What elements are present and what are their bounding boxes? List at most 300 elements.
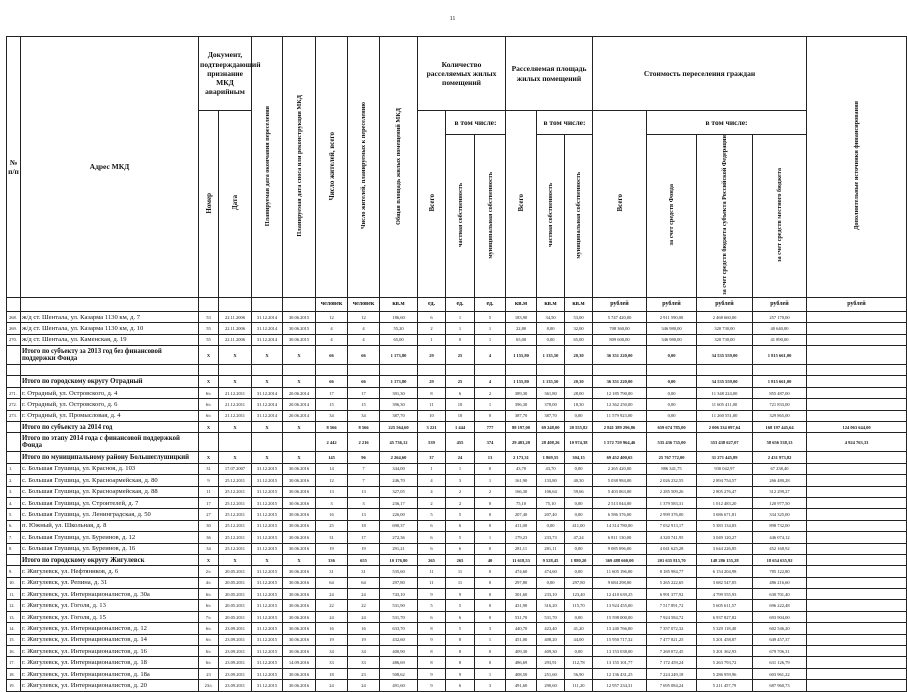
value-cell: 133,80: [537, 475, 565, 486]
area-incl-header: в том числе:: [537, 111, 593, 135]
value-cell: [283, 365, 316, 376]
value-cell: 30.06.2016: [283, 497, 316, 508]
value-cell: 36 351 220,00: [593, 346, 647, 365]
value-cell: 4 041 625,28: [647, 543, 697, 554]
value-cell: 265: [418, 554, 446, 565]
doc-date-header: Дата: [219, 111, 252, 298]
value-cell: [807, 520, 907, 531]
row-number: 269.: [7, 323, 21, 334]
value-cell: 0,00: [565, 410, 593, 421]
row-number: 15.: [7, 634, 21, 645]
value-cell: X: [252, 346, 283, 365]
value-cell: 22.11.2006: [219, 334, 252, 345]
value-cell: 17: [348, 387, 380, 398]
value-cell: 28 408,26: [537, 433, 565, 452]
value-cell: 320 730,00: [697, 334, 753, 345]
count-incl-header: в том числе:: [446, 111, 506, 135]
value-cell: 168 197 445,64: [753, 422, 807, 433]
total-row: [7, 554, 907, 565]
value-cell: 7 695 084,24: [647, 680, 697, 691]
value-cell: 7 924 584,72: [647, 611, 697, 622]
address-cell: Итого по городскому округу Жигулевск: [21, 554, 199, 565]
value-cell: 387,70: [506, 410, 537, 421]
value-cell: 31.12.2015: [252, 589, 283, 600]
value-cell: [380, 365, 418, 376]
value-cell: 409,30: [506, 646, 537, 657]
value-cell: 29 403,20: [506, 433, 537, 452]
value-cell: 23.09.2011: [219, 634, 252, 645]
value-cell: [219, 433, 252, 452]
value-cell: 23: [199, 668, 219, 679]
row-number: 273.: [7, 410, 21, 421]
value-cell: 5 403 063,00: [593, 486, 647, 497]
address-cell: г. Жигулевск, ул. Интернационалистов, д. 12: [21, 623, 199, 634]
value-cell: 31: [348, 566, 380, 577]
value-cell: 65,00: [380, 334, 418, 345]
value-cell: 226,00: [380, 509, 418, 520]
value-cell: 4: [348, 334, 380, 345]
value-cell: 6: [446, 387, 475, 398]
value-cell: 32,00: [565, 323, 593, 334]
value-cell: 12: [348, 311, 380, 322]
value-cell: [283, 433, 316, 452]
value-cell: [807, 334, 907, 345]
value-cell: 11 605 411,00: [697, 399, 753, 410]
value-cell: 30.06.2016: [283, 543, 316, 554]
value-cell: 161,90: [506, 475, 537, 486]
value-cell: 11: [446, 566, 475, 577]
value-cell: 120 977,50: [753, 497, 807, 508]
value-cell: 809 600,00: [593, 334, 647, 345]
value-cell: 20 555,82: [565, 422, 593, 433]
value-cell: 491,60: [506, 680, 537, 691]
value-cell: X: [252, 422, 283, 433]
value-cell: 602 546,20: [753, 623, 807, 634]
value-cell: 14 314 780,00: [593, 520, 647, 531]
value-cell: [593, 365, 647, 376]
value-cell: 112,78: [565, 657, 593, 668]
value-cell: 8: [446, 657, 475, 668]
value-cell: 16: [316, 623, 348, 634]
value-cell: 69 452 400,65: [593, 452, 647, 463]
value-cell: 30.06.2016: [283, 577, 316, 588]
value-cell: 0,00: [647, 410, 697, 421]
value-cell: 369 488 660,00: [593, 554, 647, 565]
value-cell: 251,60: [537, 668, 565, 679]
value-cell: 2: [446, 497, 475, 508]
value-cell: 34 535 559,00: [697, 346, 753, 365]
value-cell: 7 517 891,72: [647, 600, 697, 611]
value-cell: 11: [418, 566, 446, 577]
count-municipal-header: муниципальная собственность: [475, 135, 506, 298]
value-cell: X: [283, 376, 316, 387]
value-cell: 45 736,12: [380, 433, 418, 452]
value-cell: 20.06.2014: [283, 399, 316, 410]
table-row: [7, 589, 907, 600]
value-cell: X: [219, 554, 252, 565]
value-cell: 5 265 222,65: [647, 577, 697, 588]
value-cell: 12 185 790,00: [593, 387, 647, 398]
value-cell: 13: [475, 452, 506, 463]
value-cell: 67 238,40: [753, 463, 807, 474]
value-cell: [807, 543, 907, 554]
value-cell: 1: [475, 634, 506, 645]
row-number: 5.: [7, 509, 21, 520]
value-cell: 13: [348, 486, 380, 497]
cost-incl-header: в том числе:: [647, 111, 807, 135]
value-cell: [252, 433, 283, 452]
value-cell: X: [283, 554, 316, 565]
value-cell: 31.12.2015: [252, 577, 283, 588]
unit-cell: рублей: [593, 297, 647, 311]
value-cell: 2 285 509,26: [647, 486, 697, 497]
value-cell: 408,20: [537, 634, 565, 645]
value-cell: 431,90: [506, 600, 537, 611]
value-cell: 29: [418, 376, 446, 387]
value-cell: 43,70: [506, 463, 537, 474]
planned-demolition-header: Планируемая дата сноса или реконструкции МКД: [283, 37, 316, 298]
value-cell: 31.12.2015: [252, 475, 283, 486]
table-row: [7, 509, 907, 520]
value-cell: 9 528,45: [537, 554, 565, 565]
value-cell: 31.12.2015: [252, 634, 283, 645]
value-cell: 13 924 455,00: [593, 600, 647, 611]
value-cell: 5: [446, 532, 475, 543]
value-cell: 5 211 457,79: [697, 680, 753, 691]
unit-cell: кв.м: [565, 297, 593, 311]
value-cell: 4: [475, 376, 506, 387]
spacer-row: [7, 365, 907, 376]
document-header: Документ, подтверждающий признание МКД аварийным: [199, 37, 252, 111]
value-cell: 0,00: [647, 346, 697, 365]
value-cell: 25.12.2011: [219, 532, 252, 543]
address-cell: с. Большая Глушица, ул. Красноармейская, д. 80: [21, 475, 199, 486]
value-cell: 25: [446, 376, 475, 387]
area-municipal-header: муниципальная собственность: [565, 135, 593, 298]
value-cell: [647, 365, 697, 376]
table-row: [7, 623, 907, 634]
row-number: 270.: [7, 334, 21, 345]
value-cell: 9: [446, 668, 475, 679]
value-cell: 9 684 298,00: [593, 577, 647, 588]
address-cell: Итого по городскому округу Отрадный: [21, 376, 199, 387]
value-cell: 41,20: [565, 623, 593, 634]
value-cell: 6 937 827,82: [697, 611, 753, 622]
value-cell: 3: [446, 475, 475, 486]
value-cell: 0,00: [565, 509, 593, 520]
table-row: [7, 410, 907, 421]
value-cell: 20,30: [565, 346, 593, 365]
value-cell: 0,00: [647, 399, 697, 410]
doc-number-header: Номер: [199, 111, 219, 298]
value-cell: X: [219, 346, 252, 365]
value-cell: 5: [446, 509, 475, 520]
value-cell: 0: [475, 497, 506, 508]
value-cell: [348, 365, 380, 376]
value-cell: 329 865,00: [753, 410, 807, 421]
value-cell: [446, 365, 475, 376]
value-cell: 96: [348, 452, 380, 463]
unit-cell: ед.: [446, 297, 475, 311]
value-cell: 20.06.2014: [283, 410, 316, 421]
value-cell: 22: [316, 600, 348, 611]
value-cell: 20.05.2011: [219, 577, 252, 588]
value-cell: 6: [446, 520, 475, 531]
value-cell: 30.06.2016: [283, 463, 316, 474]
row-number: [7, 422, 21, 433]
value-cell: 66: [348, 346, 380, 365]
value-cell: 24: [348, 680, 380, 691]
value-cell: 1 815 661,00: [753, 346, 807, 365]
value-cell: 34: [316, 646, 348, 657]
value-cell: 8: [418, 387, 446, 398]
address-cell: г. Жигулевск, ул. Гоголя, д. 15: [21, 611, 199, 622]
value-cell: 2 999 376,00: [647, 509, 697, 520]
value-cell: 5 201 458,87: [697, 634, 753, 645]
value-cell: 207,40: [537, 509, 565, 520]
value-cell: 474,60: [537, 566, 565, 577]
subject-budget-header: за счет средств бюджета субъекта Российской Федерации: [697, 135, 753, 298]
value-cell: 508,62: [380, 668, 418, 679]
value-cell: 22: [348, 600, 380, 611]
address-cell: г. Отрадный, ул. Островского, д. 6: [21, 399, 199, 410]
value-cell: 236,17: [380, 497, 418, 508]
value-cell: 8: [418, 623, 446, 634]
value-cell: 25.12.2011: [219, 475, 252, 486]
value-cell: 31: [316, 532, 348, 543]
unit-cell: ед.: [418, 297, 446, 311]
value-cell: [807, 668, 907, 679]
value-cell: 41 890,00: [753, 334, 807, 345]
value-cell: 1 880,20: [565, 554, 593, 565]
value-cell: 4: [348, 323, 380, 334]
value-cell: [807, 311, 907, 322]
value-cell: 20.05.2011: [219, 600, 252, 611]
value-cell: 5: [418, 509, 446, 520]
table-row: [7, 543, 907, 554]
value-cell: 411,00: [506, 520, 537, 531]
value-cell: [807, 463, 907, 474]
value-cell: 2/с: [199, 566, 219, 577]
value-cell: 148 286 155,28: [697, 554, 753, 565]
value-cell: 20.05.2011: [219, 566, 252, 577]
value-cell: 13 153 038,00: [593, 646, 647, 657]
value-cell: 27: [199, 509, 219, 520]
value-cell: 64: [348, 577, 380, 588]
value-cell: 10: [418, 410, 446, 421]
value-cell: 2 468 660,00: [697, 311, 753, 322]
value-cell: 24: [446, 452, 475, 463]
address-cell: с. Большая Глушица, ул. Буреинов, д. 16: [21, 543, 199, 554]
address-cell: г. Жигулевск, ул. Интернационалистов, д. 18: [21, 657, 199, 668]
value-cell: 9: [418, 634, 446, 645]
row-number: 13.: [7, 611, 21, 622]
value-cell: 2 264,60: [380, 452, 418, 463]
value-cell: 9: [199, 475, 219, 486]
value-cell: 2 805 276,47: [697, 486, 753, 497]
value-cell: 391,30: [380, 387, 418, 398]
value-cell: 297,80: [565, 577, 593, 588]
value-cell: [807, 600, 907, 611]
value-cell: 1 173,80: [380, 376, 418, 387]
value-cell: 0,00: [565, 463, 593, 474]
value-cell: 7: [348, 475, 380, 486]
value-cell: 6/с: [199, 410, 219, 421]
value-cell: 11: [418, 577, 446, 588]
value-cell: 2: [475, 486, 506, 497]
value-cell: 0,00: [565, 611, 593, 622]
value-cell: 30.06.2016: [283, 486, 316, 497]
value-cell: 7: [348, 463, 380, 474]
value-cell: 179,23: [506, 532, 537, 543]
value-cell: 66: [348, 376, 380, 387]
value-cell: X: [283, 452, 316, 463]
resettlement-table: [6, 36, 907, 692]
value-cell: 17: [316, 387, 348, 398]
value-cell: 320 730,00: [697, 323, 753, 334]
value-cell: 31.12.2015: [252, 680, 283, 691]
value-cell: 535 436 735,00: [647, 433, 697, 452]
value-cell: 336: [316, 554, 348, 565]
table-row: [7, 634, 907, 645]
value-cell: 11 260 551,00: [697, 410, 753, 421]
value-cell: 31 271 445,89: [697, 452, 753, 463]
value-cell: 6: [446, 543, 475, 554]
value-cell: 1: [475, 532, 506, 543]
value-cell: 19: [316, 634, 348, 645]
value-cell: 2: [418, 323, 446, 334]
value-cell: 389,30: [506, 387, 537, 398]
value-cell: 75,10: [506, 497, 537, 508]
value-cell: 10 974,38: [565, 433, 593, 452]
row-number: 2.: [7, 475, 21, 486]
value-cell: 1: [418, 463, 446, 474]
value-cell: 15: [316, 399, 348, 410]
value-cell: 16: [348, 623, 380, 634]
value-cell: 25.12.2011: [219, 509, 252, 520]
value-cell: 31.12.2015: [252, 497, 283, 508]
value-cell: 3 686 671,81: [697, 509, 753, 520]
value-cell: 13 240 766,00: [593, 623, 647, 634]
value-cell: 5 286 959,96: [697, 668, 753, 679]
value-cell: 31.12.2015: [252, 668, 283, 679]
value-cell: 58 656 538,13: [753, 433, 807, 452]
value-cell: 3: [475, 623, 506, 634]
value-cell: 30.06.2015: [283, 311, 316, 322]
value-cell: [807, 634, 907, 645]
value-cell: 25.12.2011: [219, 520, 252, 531]
value-cell: 30.06.2016: [283, 668, 316, 679]
value-cell: 440,70: [506, 623, 537, 634]
value-cell: 8: [446, 646, 475, 657]
value-cell: 6: [446, 611, 475, 622]
value-cell: 183,90: [506, 311, 537, 322]
address-cell: г. Жигулевск, ул. Интернационалистов, д. 18а: [21, 668, 199, 679]
value-cell: 531,70: [380, 611, 418, 622]
value-cell: 20.05.2011: [219, 589, 252, 600]
residents-total-header: Число жителей, всего: [316, 37, 348, 298]
row-number: 268.: [7, 311, 21, 322]
value-cell: 30.06.2016: [283, 589, 316, 600]
value-cell: 6/с: [199, 623, 219, 634]
value-cell: 4/с: [199, 577, 219, 588]
total-row: [7, 346, 907, 365]
row-number: 17.: [7, 657, 21, 668]
value-cell: 0: [475, 543, 506, 554]
value-cell: 423,40: [537, 623, 565, 634]
value-cell: 281,11: [537, 543, 565, 554]
row-number: 12.: [7, 600, 21, 611]
address-cell: г. Жигулевск, ул. Интернационалистов, д. 14: [21, 634, 199, 645]
value-cell: [807, 680, 907, 691]
cost-total-header: Всего: [593, 111, 647, 298]
value-cell: 452 168,92: [753, 543, 807, 554]
value-cell: 0,00: [565, 566, 593, 577]
value-cell: 31.12.2015: [252, 566, 283, 577]
value-cell: 3 221: [418, 422, 446, 433]
cost-group-header: Стоимость переселения граждан: [593, 37, 807, 111]
table-row: [7, 532, 907, 543]
page-number: 11: [449, 16, 456, 22]
value-cell: 31.12.2015: [252, 600, 283, 611]
value-cell: 1 135,50: [537, 346, 565, 365]
value-cell: 24: [348, 589, 380, 600]
value-cell: 8: [418, 657, 446, 668]
value-cell: [199, 433, 219, 452]
value-cell: 12: [316, 311, 348, 322]
value-cell: 11 348 224,00: [697, 387, 753, 398]
table-row: [7, 646, 907, 657]
value-cell: 2: [475, 387, 506, 398]
value-cell: 66: [316, 346, 348, 365]
value-cell: 297,80: [380, 577, 418, 588]
value-cell: 898 732,00: [753, 520, 807, 531]
value-cell: 31.12.2014: [252, 399, 283, 410]
value-cell: 6/с: [199, 589, 219, 600]
value-cell: 25: [446, 346, 475, 365]
value-cell: 40: [475, 554, 506, 565]
value-cell: 123,40: [565, 589, 593, 600]
value-cell: 6 811 130,00: [593, 532, 647, 543]
value-cell: 1 815 661,00: [753, 376, 807, 387]
value-cell: X: [252, 554, 283, 565]
value-cell: 6/с: [199, 646, 219, 657]
unit-cell: кв.м: [380, 297, 418, 311]
value-cell: 30.06.2016: [283, 520, 316, 531]
value-cell: 53: [199, 311, 219, 322]
value-cell: 9 085 096,00: [593, 543, 647, 554]
value-cell: 225 564,60: [380, 422, 418, 433]
value-cell: 0: [475, 520, 506, 531]
value-cell: 6/с: [199, 634, 219, 645]
table-row: [7, 323, 907, 334]
table-row: [7, 657, 907, 668]
value-cell: 411,00: [565, 520, 593, 531]
address-header: Адрес МКД: [21, 37, 199, 298]
value-cell: [807, 657, 907, 668]
value-cell: 539: [418, 433, 446, 452]
value-cell: 15: [348, 399, 380, 410]
row-number: 3.: [7, 486, 21, 497]
value-cell: 8 185 984,77: [647, 566, 697, 577]
value-cell: 4 320 741,95: [647, 532, 697, 543]
value-cell: 486,69: [380, 657, 418, 668]
table-row: [7, 387, 907, 398]
value-cell: 2 173,31: [506, 452, 537, 463]
value-cell: 3: [475, 680, 506, 691]
value-cell: 28,00: [565, 387, 593, 398]
value-cell: [506, 365, 537, 376]
